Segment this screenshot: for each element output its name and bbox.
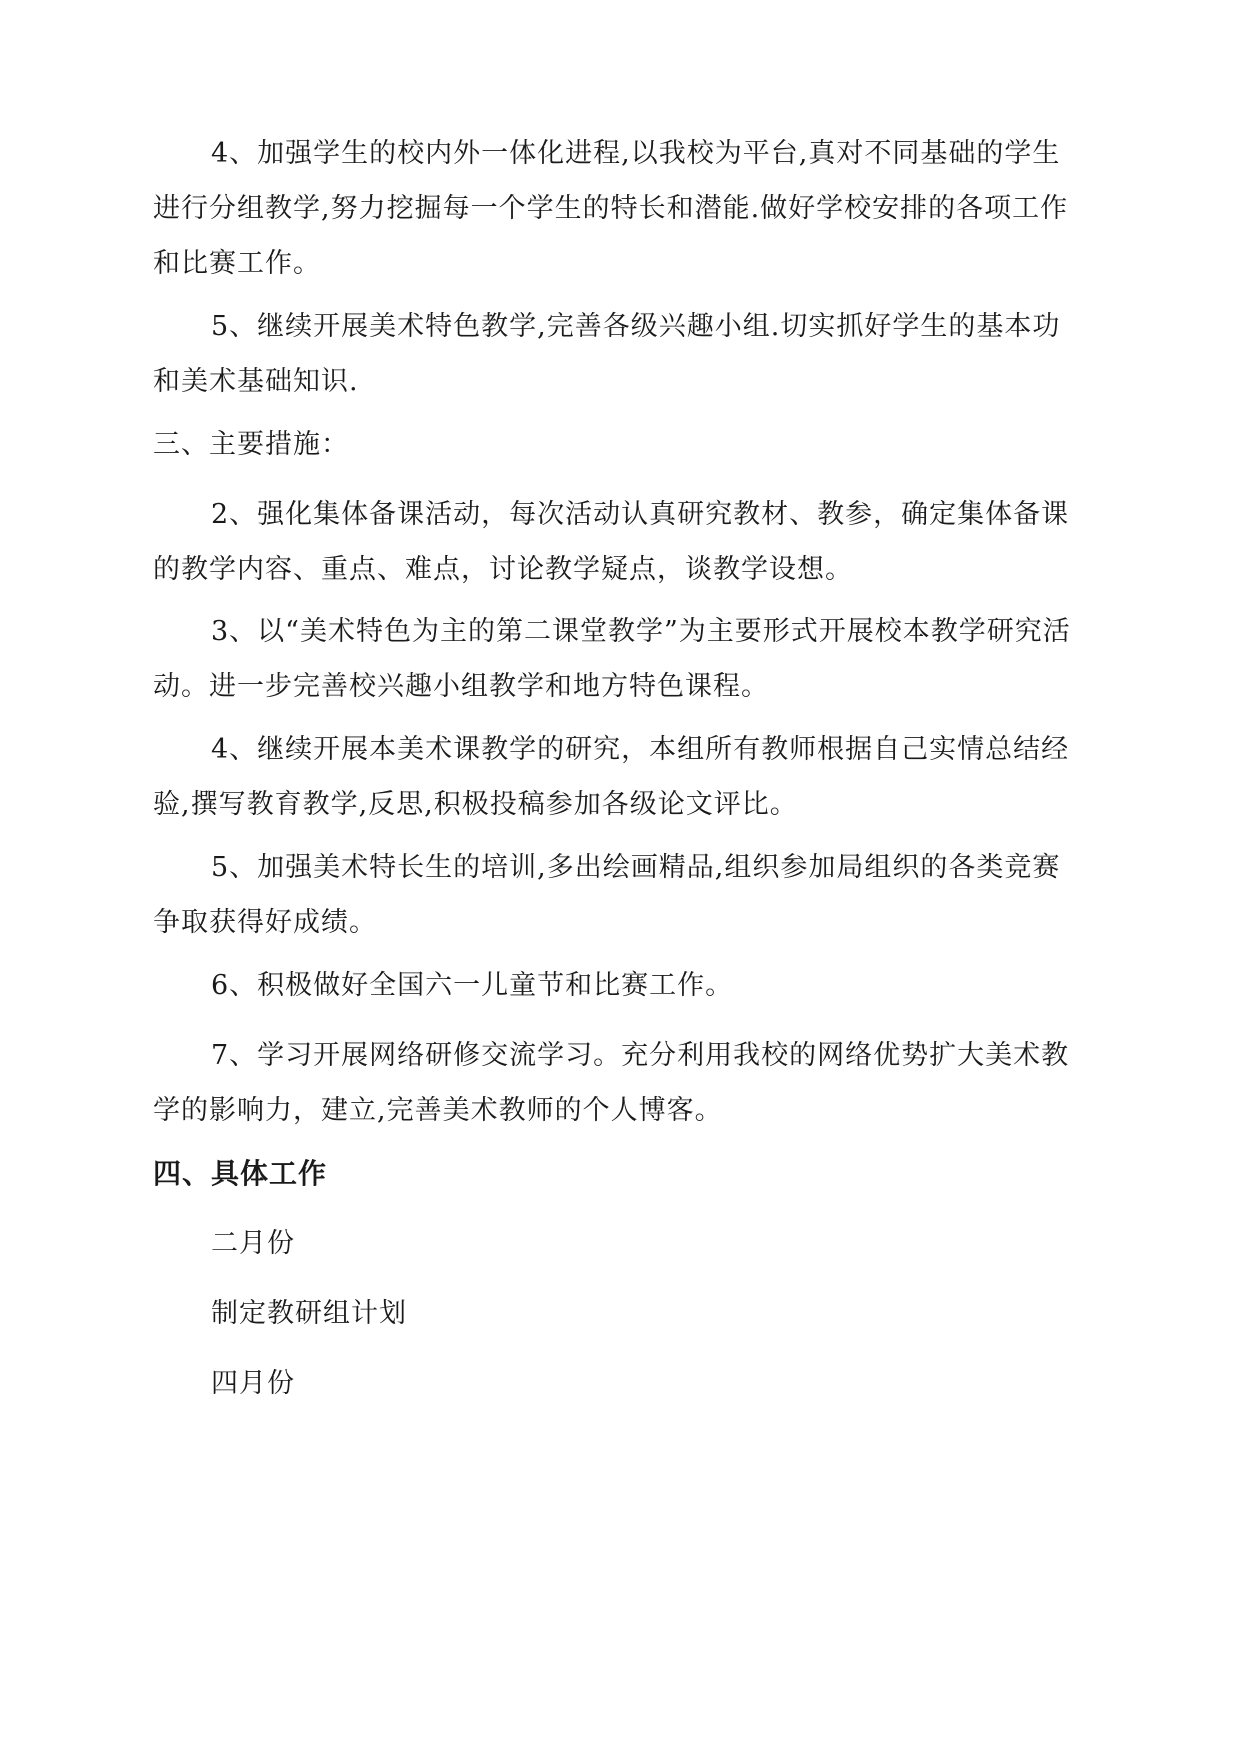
section-heading-measures: 三、主要措施： <box>153 429 349 460</box>
paragraph-measure-7: 7、学习开展网络研修交流学习。充分利用我校的网络优势扩大美术教学的影响力，建立,完善美术教师的个人博客。 <box>153 1040 1070 1126</box>
section-heading-work: 四、具体工作 <box>153 1157 328 1190</box>
paragraph-measure-3: 3、以“美术特色为主的第二课堂教学”为主要形式开展校本教学研究活动。进一步完善校兴趣小组教学和地方特色课程。 <box>153 616 1071 702</box>
paragraph-measure-4: 4、继续开展本美术课教学的研究，本组所有教师根据自己实情总结经验,撰写教育教学,反思,积极投稿参加各级论文评比。 <box>153 734 1070 820</box>
paragraph-measure-2: 2、强化集体备课活动，每次活动认真研究教材、教参，确定集体备课的教学内容、重点、难点，讨论教学疑点，谈教学设想。 <box>153 499 1070 585</box>
paragraph-measure-5: 5、加强美术特长生的培训,多出绘画精品,组织参加局组织的各类竞赛争取获得好成绩。 <box>153 852 1061 938</box>
work-item-plan: 制定教研组计划 <box>211 1298 407 1329</box>
paragraph-measure-6: 6、积极做好全国六一儿童节和比赛工作。 <box>211 970 734 1001</box>
month-label-april: 四月份 <box>211 1368 295 1399</box>
paragraph-goal-4: 4、加强学生的校内外一体化进程,以我校为平台,真对不同基础的学生进行分组教学,努力挖掘每一个学生的特长和潜能.做好学校安排的各项工作和比赛工作。 <box>153 138 1069 279</box>
paragraph-goal-5: 5、继续开展美术特色教学,完善各级兴趣小组.切实抓好学生的基本功和美术基础知识. <box>153 311 1061 397</box>
month-label-february: 二月份 <box>211 1228 295 1259</box>
